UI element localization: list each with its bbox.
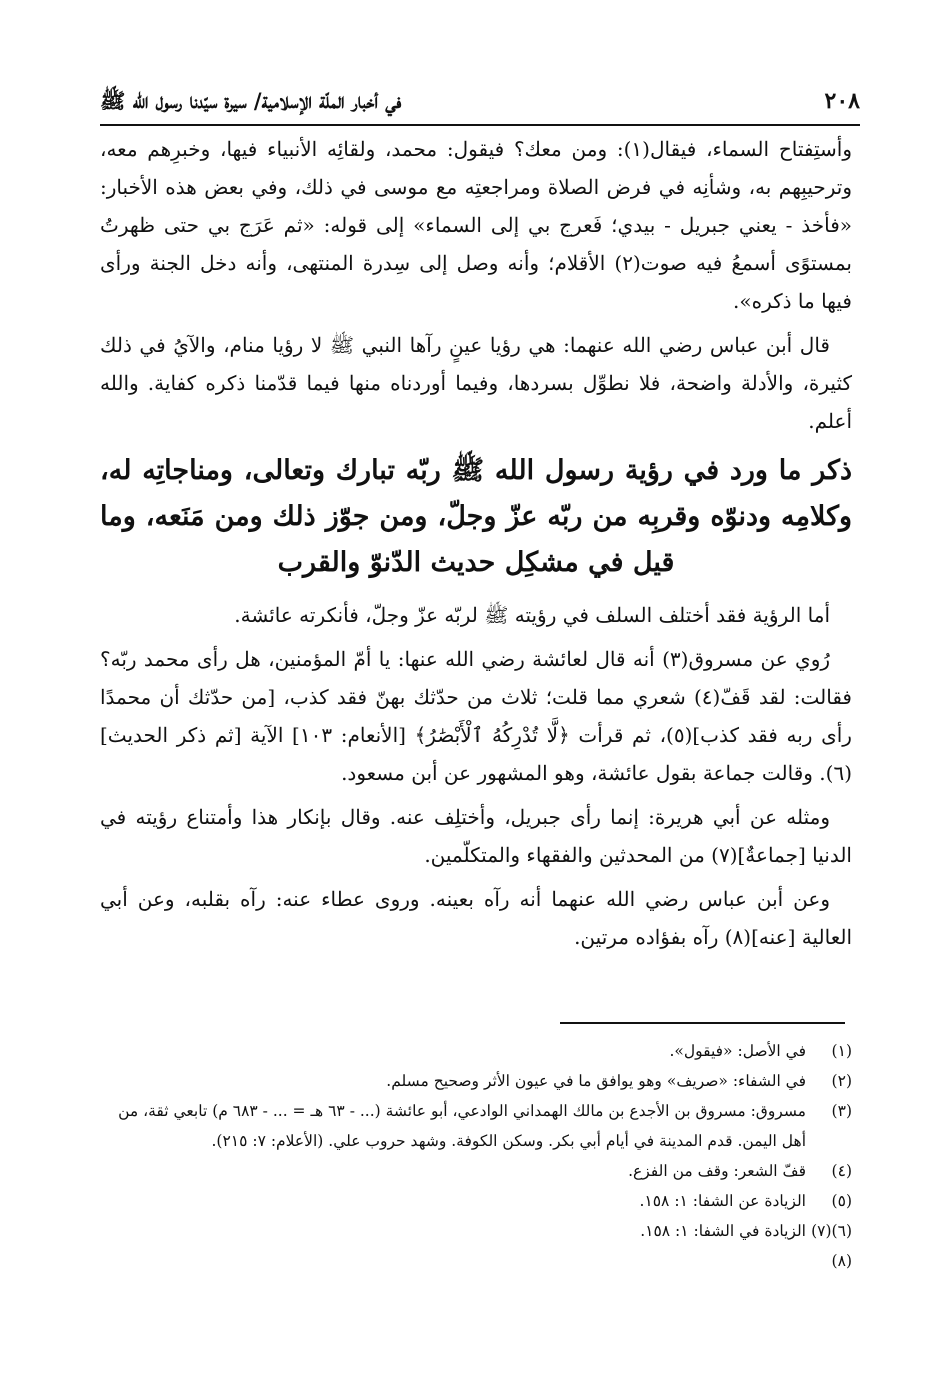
running-title: في أخبار الملّة الإسلامية/ سيرة سيّدنا رسول الله ﷺ: [100, 88, 402, 113]
footnote-number: (٢): [831, 1072, 852, 1090]
footnote-text: الزيادة في الشفا: ١: ١٥٨.: [640, 1222, 806, 1240]
page-number: ٢٠٨: [824, 88, 860, 114]
footnote-text: الزيادة عن الشفا: ١: ١٥٨.: [639, 1192, 806, 1210]
footnote-text: مسروق: مسروق بن الأجدع بن مالك الهمداني الوادعي، أبو عائشة (... - ٦٣ هـ = ... - ٦٨٣ م) تابعي ثقة، من أهل اليمن. قدم المدينة في أيام أبي بكر. وسكن الكوفة. وشهد حروب علي. (الأعلام: ٧: ٢١٥).: [118, 1102, 806, 1150]
main-text: [100, 130, 852, 962]
footnote: [100, 1096, 852, 1156]
header-rule: [100, 124, 860, 126]
footnote-text: في الشفاء: «صريف» وهو يوافق ما في عيون الأثر وصحيح مسلم.: [386, 1072, 806, 1090]
footnotes: [100, 1036, 852, 1276]
footnote: [100, 1216, 852, 1276]
paragraph: أما الرؤية فقد أختلف السلف في رؤيته ﷺ لربّه عزّ وجلّ، فأنكرته عائشة.: [234, 603, 830, 627]
page-header: [100, 84, 860, 124]
footnote-number: (١): [831, 1042, 852, 1060]
footnote: [100, 1066, 852, 1096]
footnote-number: (٤): [831, 1162, 852, 1180]
footnote-text: في الأصل: «فيقول».: [669, 1042, 806, 1060]
footnote: [100, 1186, 852, 1216]
footnote: [100, 1156, 852, 1186]
paragraph: قال أبن عباس رضي الله عنهما: هي رؤيا عينٍ رآها النبي ﷺ لا رؤيا منام، والآيُ في ذلك كثيرة، والأدلة واضحة، فلا نطوِّل بسردها، وفيما أوردناه منها فيما قدّمنا ذكره كفاية. والله أعلم.: [100, 333, 853, 433]
paragraph: وأستِفتاح السماء، فيقال(١): ومن معك؟ فيقول: محمد، ولقائِه الأنبياء فيها، وخبرِهم معه، وترحيبِهم به، وشأنِه في فرض الصلاة ومراجعتِه مع موسى في ذلك، وفي بعض هذه الأخبار: «فأخذ - يعني جبريل - بيدي؛ فَعرج بي إلى السماء» إلى قوله: «ثم عَرَج بي حتى ظهرتُ بمستوًى أسمعُ فيه صوت(٢) الأقلام؛ وأنه وصل إلى سِدرة المنتهى، وأنه دخل الجنة ورأى فيها ما ذكره».: [100, 137, 852, 313]
footnote-number: (٦)(٧)(٨): [811, 1222, 852, 1270]
footnote-rule: [560, 1022, 845, 1024]
footnote: [100, 1036, 852, 1066]
footnote-number: (٣): [831, 1102, 852, 1120]
footnote-text: قفّ الشعر: وقف من الفزع.: [628, 1162, 806, 1180]
paragraph: ومثله عن أبي هريرة: إنما رأى جبريل، وأختلِف عنه. وقال بإنكار هذا وأمتناع رؤيته في الدنيا [جماعةٌ](٧) من المحدثين والفقهاء والمتكلّمين.: [100, 805, 852, 867]
section-heading: ذكر ما ورد في رؤية رسول الله ﷺ ربّه تبارك وتعالى، ومناجاتِه له، وكلامِه ودنوّه وقربِه من ربّه عزّ وجلّ، ومن جوّز ذلك ومن مَنَعه، وما قيل في مشكِل حديث الدّنوّ والقرب: [100, 455, 852, 578]
paragraph: وعن أبن عباس رضي الله عنهما أنه رآه بعينه. وروى عطاء عنه: رآه بقلبه، وعن أبي العالية [عنه](٨) رآه بفؤاده مرتين.: [100, 887, 852, 949]
footnote-number: (٥): [831, 1192, 852, 1210]
paragraph: رُوي عن مسروق(٣) أنه قال لعائشة رضي الله عنها: يا أمّ المؤمنين، هل رأى محمد ربّه؟ فقالت: لقد قَفّ(٤) شعري مما قلت؛ ثلاث من حدّثك بهنّ فقد كذب، [من حدّثك أن محمدًا رأى ربه فقد كذب](٥)، ثم قرأت ﴿لَّا تُدْرِكُهُ ٱلْأَبْصَٰرُ﴾ [الأنعام: ١٠٣] الآية [ثم ذكر الحديث](٦). وقالت جماعة بقول عائشة، وهو المشهور عن أبن مسعود.: [100, 647, 852, 785]
